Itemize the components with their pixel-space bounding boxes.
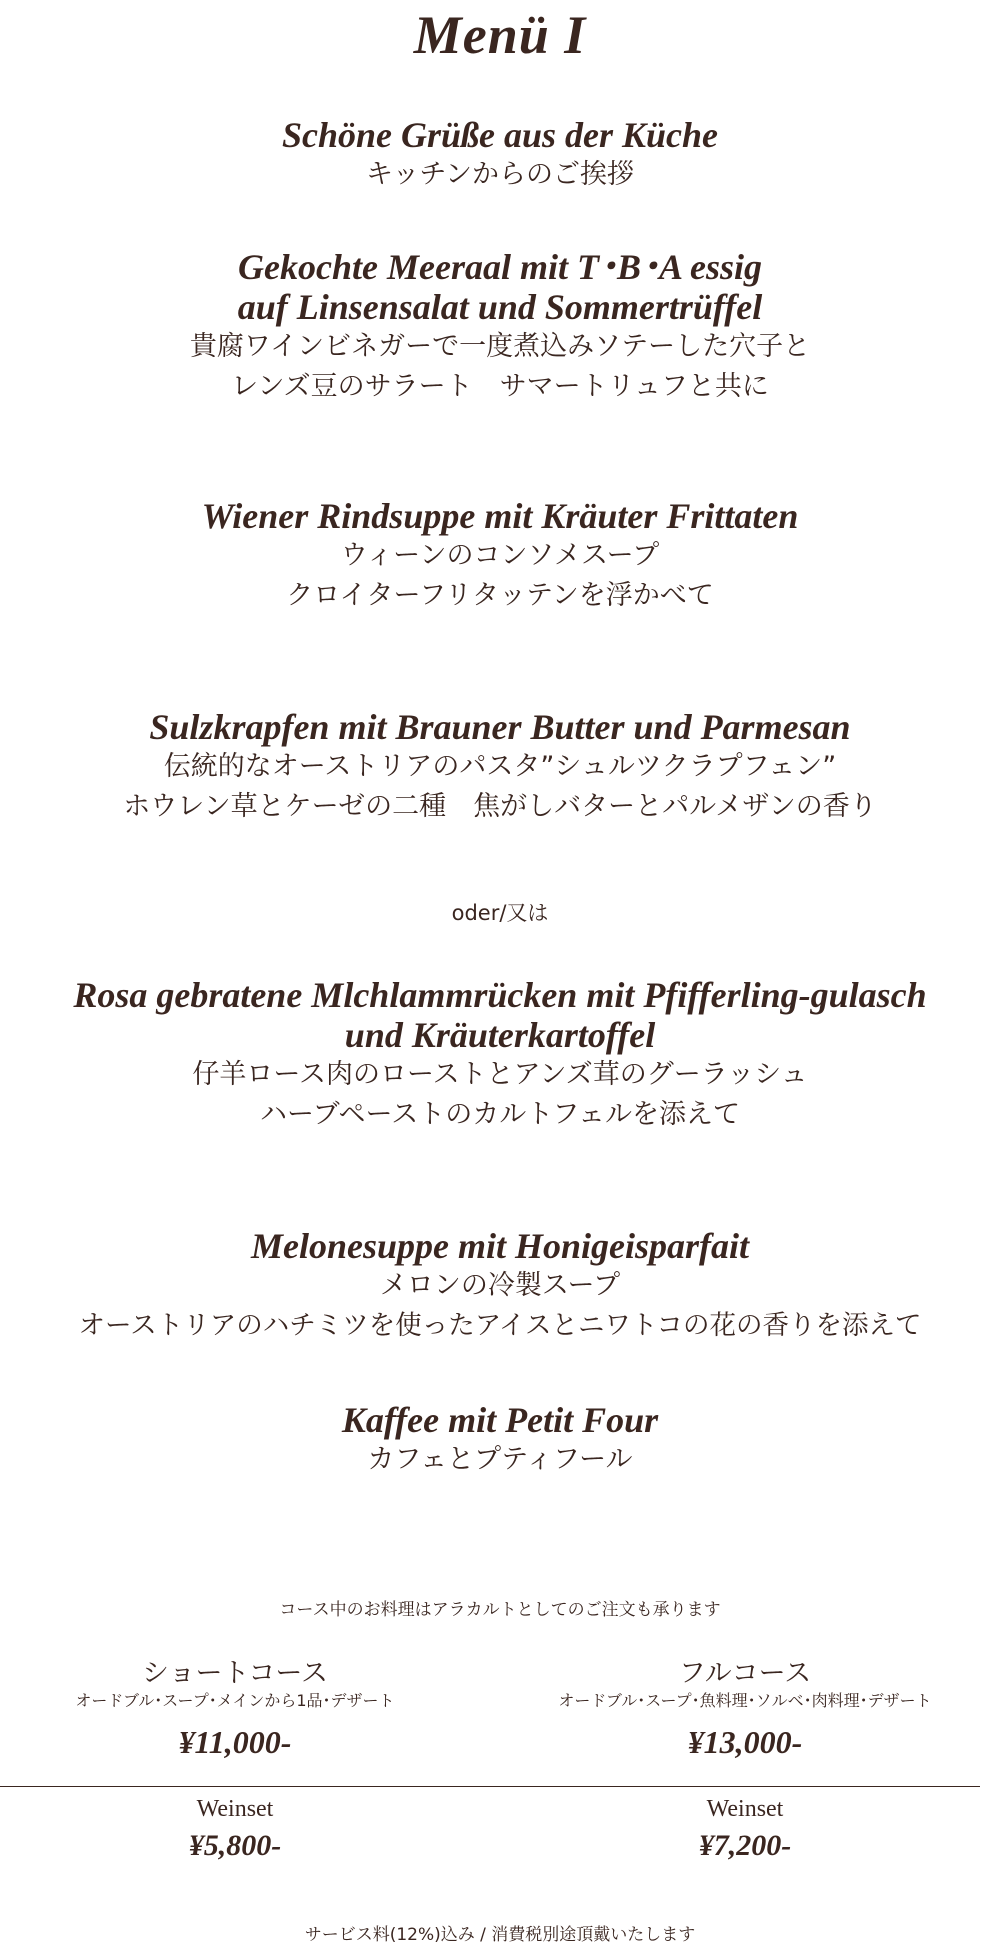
course-name-ja: 貴腐ワインビネガーで一度煮込みソテーした穴子と bbox=[189, 331, 811, 362]
plan-description: オードブル･スープ･魚料理･ソルベ･肉料理･デザート bbox=[558, 1691, 932, 1710]
course-name-ja: レンズ豆のサラート サマートリュフと共に bbox=[231, 371, 769, 402]
course-name-ja: キッチンからのご挨拶 bbox=[365, 159, 635, 190]
course-amuse bbox=[0, 115, 1000, 195]
course-name-ja: ホウレン草とケーゼの二種 焦がしバターとパルメザンの香り bbox=[123, 791, 877, 822]
plan-short-course bbox=[0, 1658, 470, 1762]
course-name-ja: 仔羊ロース肉のローストとアンズ茸のグーラッシュ bbox=[192, 1059, 808, 1090]
course-main bbox=[0, 975, 1000, 1135]
oder-label: oder/又は bbox=[451, 901, 549, 925]
course-soup bbox=[0, 496, 1000, 616]
plan-full-course bbox=[490, 1658, 1000, 1762]
course-name-ja: クロイターフリタッテンを浮かべて bbox=[286, 580, 714, 611]
plan-price: ¥13,000- bbox=[687, 1724, 803, 1760]
wine-price: ¥5,800- bbox=[188, 1829, 282, 1862]
course-name-ja: カフェとプティフール bbox=[367, 1444, 633, 1475]
menu-title: Menü I bbox=[413, 5, 587, 65]
course-name-de: Gekochte Meeraal mit T･B･A essig bbox=[238, 247, 762, 287]
service-charge-note: サービス料(12%)込み / 消費税別途頂戴いたします bbox=[304, 1925, 696, 1945]
course-name-ja: ウィーンのコンソメスープ bbox=[340, 540, 660, 571]
course-name-de: Melonesuppe mit Honigeisparfait bbox=[250, 1226, 750, 1266]
course-dessert bbox=[0, 1226, 1000, 1346]
course-name-de: Rosa gebratene Mlchlammrücken mit Pfifferling-gulasch bbox=[73, 975, 927, 1015]
plan-price: ¥11,000- bbox=[178, 1724, 292, 1760]
course-pasta bbox=[0, 707, 1000, 827]
course-name-de: Wiener Rindsuppe mit Kräuter Frittaten bbox=[201, 496, 799, 536]
course-name-de: Kaffee mit Petit Four bbox=[341, 1400, 659, 1440]
course-coffee bbox=[0, 1400, 1000, 1480]
course-name-de: auf Linsensalat und Sommertrüffel bbox=[237, 287, 763, 327]
course-name-de: Sulzkrapfen mit Brauner Butter und Parmesan bbox=[149, 707, 851, 747]
wine-set-full bbox=[490, 1794, 1000, 1864]
wine-label: Weinset bbox=[196, 1796, 274, 1822]
course-name-de: Schöne Grüße aus der Küche bbox=[281, 115, 719, 155]
wine-set-short bbox=[0, 1794, 470, 1864]
course-name-ja: 伝統的なオーストリアのパスタ”シュルツクラプフェン” bbox=[163, 751, 837, 782]
wine-price: ¥7,200- bbox=[698, 1829, 792, 1862]
course-appetizer bbox=[0, 247, 1000, 407]
plan-name: フルコース bbox=[678, 1658, 812, 1689]
course-name-ja: オーストリアのハチミツを使ったアイスとニワトコの花の香りを添えて bbox=[78, 1310, 922, 1341]
course-name-ja: メロンの冷製スープ bbox=[379, 1270, 621, 1301]
course-name-de: und Kräuterkartoffel bbox=[344, 1015, 656, 1055]
wine-label: Weinset bbox=[706, 1796, 784, 1822]
a-la-carte-note: コース中のお料理はアラカルトとしてのご注文も承ります bbox=[279, 1600, 721, 1620]
course-name-ja: ハーブペーストのカルトフェルを添えて bbox=[259, 1099, 741, 1130]
divider-line bbox=[0, 1786, 980, 1787]
plan-description: オードブル･スープ･メインから1品･デザート bbox=[75, 1691, 395, 1710]
plan-name: ショートコース bbox=[141, 1658, 329, 1689]
